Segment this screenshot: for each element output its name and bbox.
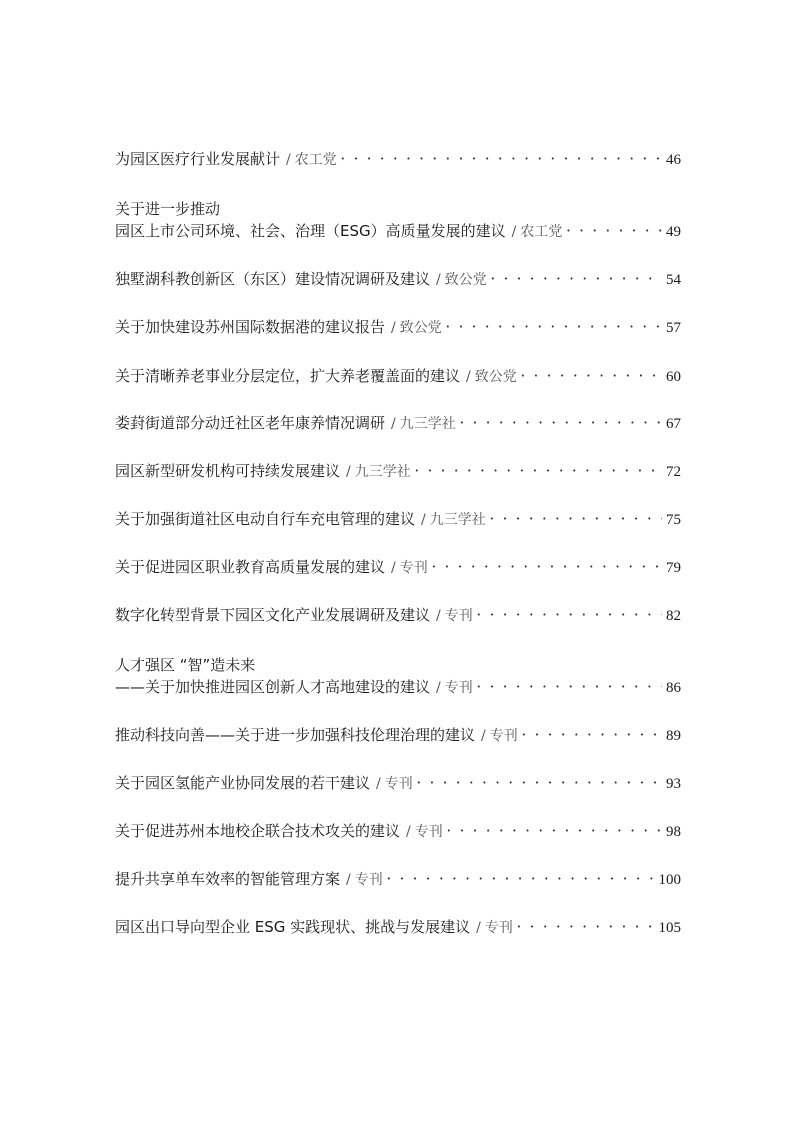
entry-page-number: 82 <box>666 608 681 624</box>
entry-title: 园区出口导向型企业 ESG 实践现状、挑战与发展建议 <box>115 918 471 936</box>
dot-leader <box>387 870 655 893</box>
entry-title: 提升共享单车效率的智能管理方案 <box>115 870 341 888</box>
entry-author: / 九三学社 <box>346 464 411 480</box>
entry-title: 为园区医疗行业发展献计 <box>115 150 281 168</box>
dot-leader <box>490 510 662 533</box>
entry-page-number: 98 <box>666 824 681 840</box>
entry-page-number: 72 <box>666 464 681 480</box>
toc-entry[interactable] <box>115 198 681 245</box>
toc-line <box>115 412 681 437</box>
entry-author: / 农工党 <box>511 224 563 240</box>
entry-author: / 农工党 <box>286 152 337 168</box>
toc-entry[interactable] <box>115 868 681 893</box>
entry-title: 推动科技向善——关于进一步加强科技伦理治理的建议 <box>115 726 476 744</box>
entry-author: / 专刊 <box>346 872 383 888</box>
toc-entry[interactable] <box>115 556 681 581</box>
toc-entry[interactable] <box>115 316 681 341</box>
entry-author: / 致公党 <box>436 272 487 288</box>
entry-author: / 专刊 <box>376 776 413 792</box>
entry-title: 关于园区氢能产业协同发展的若干建议 <box>115 774 371 792</box>
dot-leader <box>341 150 662 173</box>
toc-line <box>115 772 681 797</box>
entry-title: 关于清晰养老事业分层定位，扩大养老覆盖面的建议 <box>115 367 461 385</box>
dot-leader <box>432 558 662 581</box>
entry-title-prefix: 人才强区 “智”造未来 <box>115 656 256 674</box>
entry-title: 娄葑街道部分动迁社区老年康养情况调研 <box>115 414 386 432</box>
toc-entry[interactable] <box>115 820 681 845</box>
entry-page-number: 105 <box>658 920 681 936</box>
entry-page-number: 67 <box>666 416 681 432</box>
toc-entry[interactable] <box>115 772 681 797</box>
toc-line <box>115 820 681 845</box>
toc-line <box>115 460 681 485</box>
toc-entry[interactable] <box>115 654 681 701</box>
entry-page-number: 46 <box>666 152 681 168</box>
entry-title: 关于加快建设苏州国际数据港的建议报告 <box>115 318 386 336</box>
entry-title: 关于加强街道社区电动自行车充电管理的建议 <box>115 510 416 528</box>
entry-page-number: 93 <box>666 776 681 792</box>
dot-leader <box>417 774 662 797</box>
toc-line <box>115 508 681 533</box>
toc-entry[interactable] <box>115 268 681 293</box>
toc-line <box>115 365 681 390</box>
dot-leader <box>566 222 662 245</box>
toc-line <box>115 148 681 173</box>
toc-entry[interactable] <box>115 916 681 941</box>
entry-title: 园区上市公司环境、社会、治理（ESG）高质量发展的建议 <box>115 222 506 240</box>
entry-title: 关于促进苏州本地校企联合技术攻关的建议 <box>115 822 401 840</box>
toc-line <box>115 268 681 293</box>
entry-author: / 专刊 <box>481 728 518 744</box>
entry-author: / 专刊 <box>406 824 443 840</box>
entry-title: 数字化转型背景下园区文化产业发展调研及建议 <box>115 606 431 624</box>
entry-page-number: 57 <box>666 320 681 336</box>
toc-line <box>115 220 681 245</box>
entry-page-number: 79 <box>666 560 681 576</box>
entry-page-number: 86 <box>666 680 681 696</box>
toc-line <box>115 316 681 341</box>
toc-line <box>115 556 681 581</box>
entry-page-number: 54 <box>666 272 681 288</box>
entry-author: / 专刊 <box>476 920 513 936</box>
entry-author: / 九三学社 <box>391 416 456 432</box>
entry-title: 园区新型研发机构可持续发展建议 <box>115 462 341 480</box>
toc-line <box>115 916 681 941</box>
entry-title: 独墅湖科教创新区（东区）建设情况调研及建议 <box>115 270 431 288</box>
toc-line <box>115 868 681 893</box>
dot-leader <box>491 270 662 293</box>
toc-entry[interactable] <box>115 508 681 533</box>
dot-leader <box>447 822 662 845</box>
toc-entry[interactable] <box>115 365 681 390</box>
dot-leader <box>477 606 662 629</box>
toc-line <box>115 676 681 701</box>
dot-leader <box>460 414 662 437</box>
entry-title: 关于促进园区职业教育高质量发展的建议 <box>115 558 386 576</box>
toc-entry[interactable] <box>115 604 681 629</box>
entry-title-prefix: 关于进一步推动 <box>115 200 221 218</box>
dot-leader <box>477 678 662 701</box>
toc-entry[interactable] <box>115 460 681 485</box>
entry-author: / 九三学社 <box>421 512 486 528</box>
toc-line <box>115 604 681 629</box>
entry-author: / 专刊 <box>391 560 428 576</box>
entry-page-number: 89 <box>666 728 681 744</box>
toc-entry[interactable] <box>115 412 681 437</box>
dot-leader <box>517 918 655 941</box>
dot-leader <box>522 726 662 749</box>
dot-leader <box>446 318 662 341</box>
dot-leader <box>415 462 662 485</box>
entry-author: / 致公党 <box>466 369 517 385</box>
entry-title: ——关于加快推进园区创新人才高地建设的建议 <box>115 678 431 696</box>
toc-line <box>115 724 681 749</box>
entry-author: / 专刊 <box>436 680 473 696</box>
entry-page-number: 75 <box>666 512 681 528</box>
entry-page-number: 100 <box>658 872 681 888</box>
toc-entry[interactable] <box>115 724 681 749</box>
dot-leader <box>521 367 662 390</box>
entry-page-number: 60 <box>666 369 681 385</box>
entry-page-number: 49 <box>666 224 681 240</box>
entry-author: / 专刊 <box>436 608 473 624</box>
entry-author: / 致公党 <box>391 320 442 336</box>
toc-entry[interactable] <box>115 148 681 173</box>
